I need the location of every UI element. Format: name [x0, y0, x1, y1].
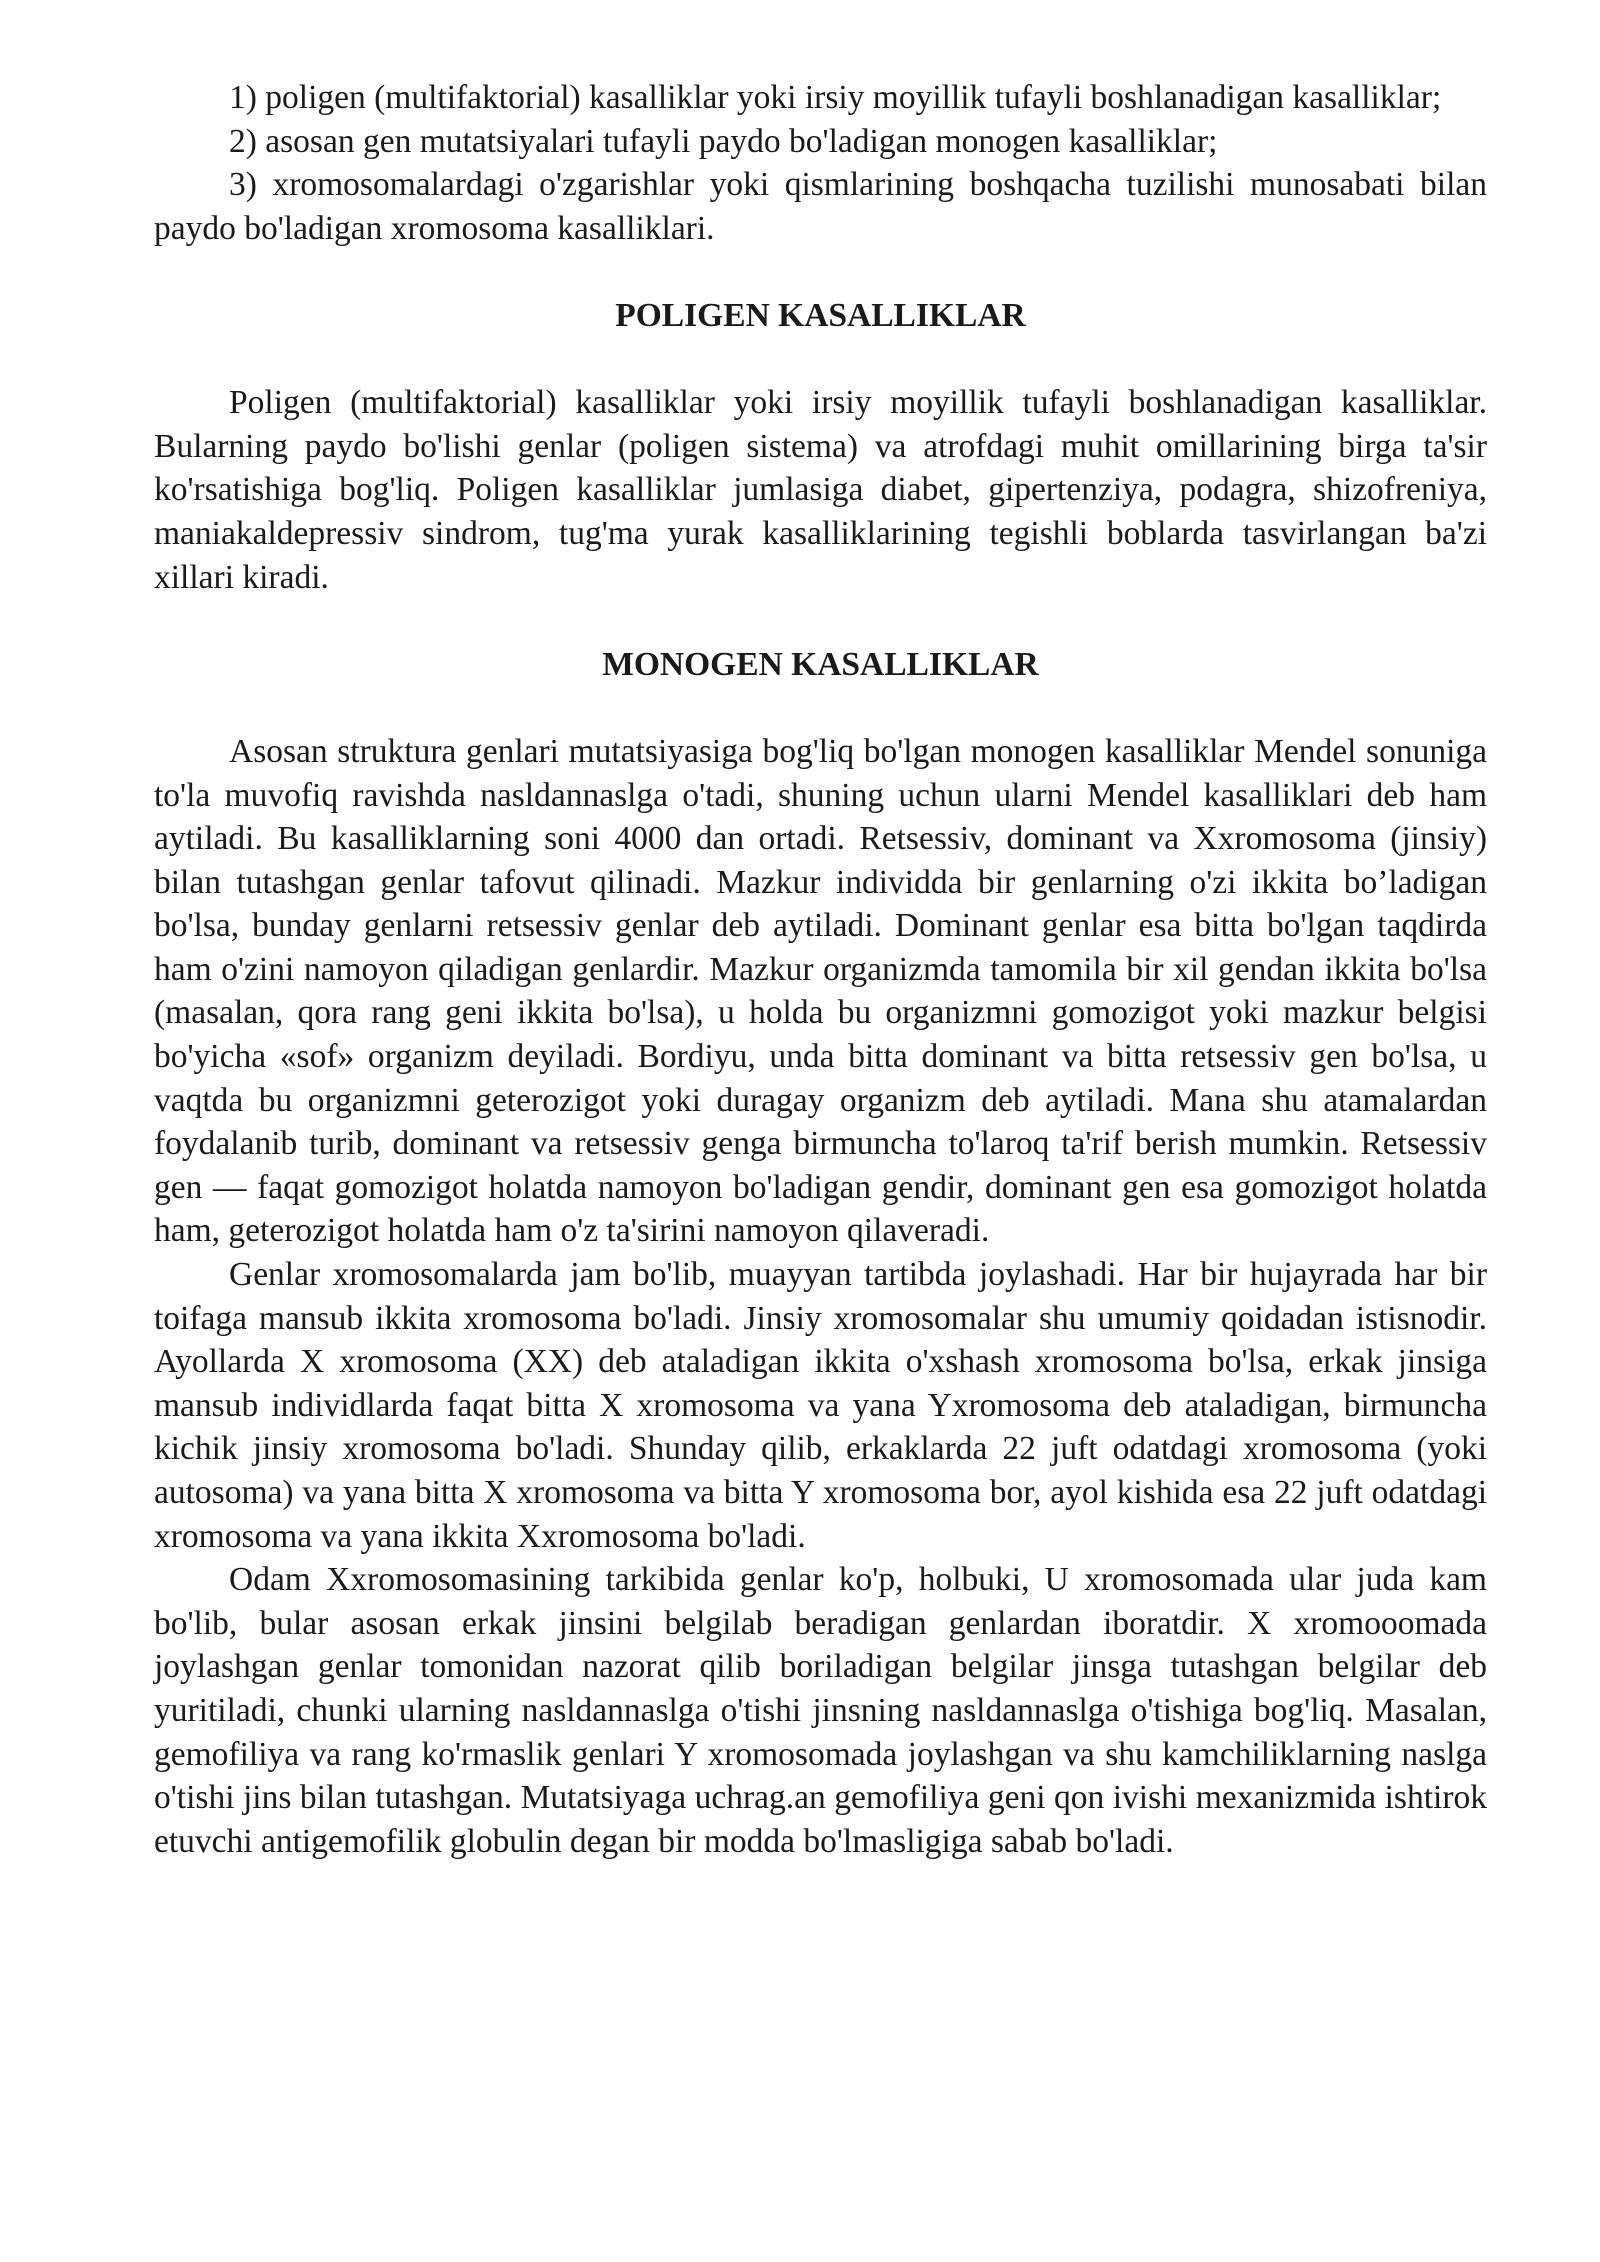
document-page [154, 76, 1487, 1863]
paragraph-monogen-1: Asosan struktura genlari mutatsiyasiga bog'liq bo'lgan monogen kasalliklar Mendel sonuniga to'la muvofiq ravishda nasldannaslga o'tadi, shuning uchun ularni Mendel kasalliklari deb ham aytiladi. Bu kasalliklarning soni 4000 dan ortadi. Retsessiv, dominant va Xxromosoma (jinsiy) bilan tutashgan genlar tafovut qilinadi. Mazkur individda bir genlarning o'zi ikkita bo’ladigan bo'lsa, bunday genlarni retsessiv genlar deb aytiladi. Dominant genlar esa bitta bo'lgan taqdirda ham o'zini namoyon qiladigan genlardir. Mazkur organizmda tamomila bir xil gendan ikkita bo'lsa (masalan, qora rang geni ikkita bo'lsa), u holda bu organizmni gomozigot yoki mazkur belgisi bo'yicha «sof» organizm deyiladi. Bordiyu, unda bitta dominant va bitta retsessiv gen bo'lsa, u vaqtda bu organizmni geterozigot yoki duragay organizm deb aytiladi. Mana shu atamalardan foydalanib turib, dominant va retsessiv genga birmuncha to'laroq ta'rif berish mumkin. Retsessiv gen — faqat gomozigot holatda namoyon bo'ladigan gendir, dominant gen esa gomozigot holatda ham, geterozigot holatda ham o'z ta'sirini namoyon qilaveradi. [154, 732, 1487, 1250]
list-item-3: 3) xromosomalardagi o'zgarishlar yoki qismlarining boshqacha tuzilishi munosabati bilan paydo bo'ladigan xromosoma kasalliklari. [154, 166, 1487, 247]
paragraph-poligen-1: Poligen (multifaktorial) kasalliklar yoki irsiy moyillik tufayli boshlanadigan kasalliklar. Bularning paydo bo'lishi genlar (poligen sistema) va atrofdagi muhit omillarining birga ta'sir ko'rsatishiga bog'liq. Poligen kasalliklar jumlasiga diabet, gipertenziya, podagra, shizofreniya, maniakaldepressiv sindrom, tug'ma yurak kasalliklarining tegishli boblarda tasvirlangan ba'zi xillari kiradi. [154, 384, 1487, 596]
paragraph-monogen-2: Genlar xromosomalarda jam bo'lib, muayyan tartibda joylashadi. Har bir hujayrada har bir toifaga mansub ikkita xromosoma bo'ladi. Jinsiy xromosomalar shu umumiy qoidadan istisnodir. Ayollarda X xromosoma (XX) deb ataladigan ikkita o'xshash xromosoma bo'lsa, erkak jinsiga mansub individlarda faqat bitta X xromosoma va yana Yxromosoma deb ataladigan, birmuncha kichik jinsiy xromosoma bo'ladi. Shunday qilib, erkaklarda 22 juft odatdagi xromosoma (yoki autosoma) va yana bitta X xromosoma va bitta Y xromosoma bor, ayol kishida esa 22 juft odatdagi xromosoma va yana ikkita Xxromosoma bo'ladi. [154, 1256, 1487, 1555]
paragraph-monogen-3: Odam Xxromosomasining tarkibida genlar ko'p, holbuki, U xromosomada ular juda kam bo'lib, bular asosan erkak jinsini belgilab beradigan genlardan iboratdir. X xromooomada joylashgan genlar tomonidan nazorat qilib boriladigan belgilar jinsga tutashgan belgilar deb yuritiladi, chunki ularning nasldannaslga o'tishi jinsning nasldannaslga o'tishiga bog'liq. Masalan, gemofiliya va rang ko'rmaslik genlari Y xromosomada joylashgan va shu kamchiliklarning naslga o'tishi jins bilan tutashgan. Mutatsiyaga uchrag.an gemofiliya geni qon ivishi mexanizmida ishtirok etuvchi antigemofilik globulin degan bir modda bo'lmasligiga sabab bo'ladi. [154, 1561, 1487, 1860]
section-heading-monogen: MONOGEN KASALLIKLAR [602, 645, 1039, 683]
list-item-2: 2) asosan gen mutatsiyalari tufayli paydo bo'ladigan monogen kasalliklar; [229, 122, 1218, 160]
list-item-1: 1) poligen (multifaktorial) kasalliklar yoki irsiy moyillik tufayli boshlanadigan kasalliklar; [229, 79, 1442, 116]
section-heading-poligen: POLIGEN KASALLIKLAR [615, 296, 1026, 334]
